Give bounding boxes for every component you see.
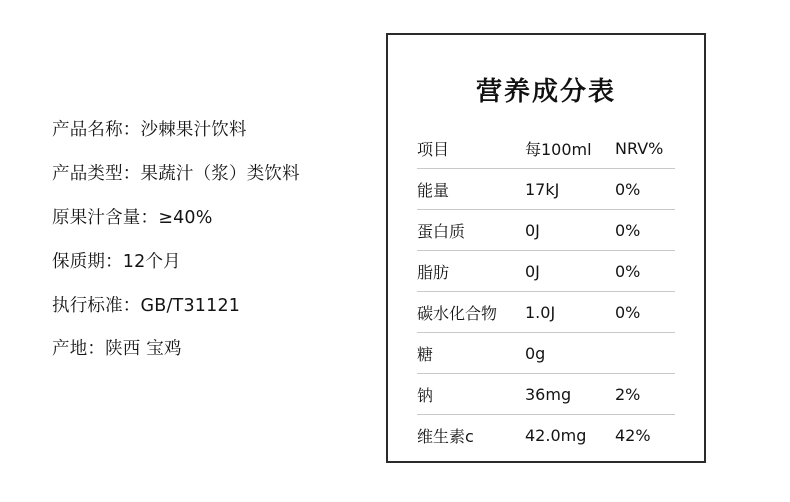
nutrient-value: 0J xyxy=(525,210,615,251)
table-row xyxy=(417,374,675,415)
product-info-row-standard: 执行标准：GB/T31121 xyxy=(52,295,241,316)
nutrient-name: 糖 xyxy=(417,333,525,374)
product-info-row-juice: 原果汁含量：≥40% xyxy=(52,207,213,228)
nutrition-table-body xyxy=(417,169,675,456)
product-info-block xyxy=(52,118,402,363)
table-row xyxy=(417,292,675,333)
nutrient-value: 17kJ xyxy=(525,169,615,210)
nutrient-name: 脂肪 xyxy=(417,251,525,292)
product-info-row-shelf: 保质期：12个月 xyxy=(52,251,181,272)
nutrient-nrv: 42% xyxy=(615,425,651,445)
nutrient-name: 维生素c xyxy=(417,426,474,446)
nutrient-nrv: 0% xyxy=(615,292,675,333)
nutrient-value: 0g xyxy=(525,333,615,374)
table-row xyxy=(417,251,675,292)
table-row xyxy=(417,169,675,210)
table-header-row xyxy=(417,128,675,169)
nutrient-nrv: 2% xyxy=(615,374,675,415)
nutrient-value: 1.0J xyxy=(525,292,615,333)
nutrient-nrv: 0% xyxy=(615,251,675,292)
nutrient-name: 碳水化合物 xyxy=(417,292,525,333)
product-info-row-origin: 产地：陕西 宝鸡 xyxy=(52,339,182,360)
nutrient-nrv: 0% xyxy=(615,169,675,210)
nutrient-nrv xyxy=(615,333,675,374)
nutrient-value: 36mg xyxy=(525,374,615,415)
product-info-row-name: 产品名称：沙棘果汁饮料 xyxy=(52,120,247,140)
nutrient-name: 蛋白质 xyxy=(417,210,525,251)
table-row xyxy=(417,210,675,251)
nutrient-value: 42.0mg xyxy=(525,425,587,445)
nutrition-title: 营养成分表 xyxy=(475,77,616,107)
nutrient-name: 能量 xyxy=(417,169,525,210)
table-row xyxy=(417,333,675,374)
product-info-row-type: 产品类型：果蔬汁（浆）类饮料 xyxy=(52,163,300,184)
nutrition-table xyxy=(417,128,675,455)
table-row xyxy=(417,415,675,456)
nutrient-name: 钠 xyxy=(417,374,525,415)
column-header-item: 项目 xyxy=(417,128,525,169)
nutrient-nrv: 0% xyxy=(615,210,675,251)
column-header-per100ml: 每100ml xyxy=(525,128,615,169)
nutrition-facts-panel xyxy=(386,33,706,463)
column-header-nrv: NRV% xyxy=(615,128,675,169)
nutrition-table-head xyxy=(417,128,675,169)
nutrient-value: 0J xyxy=(525,251,615,292)
